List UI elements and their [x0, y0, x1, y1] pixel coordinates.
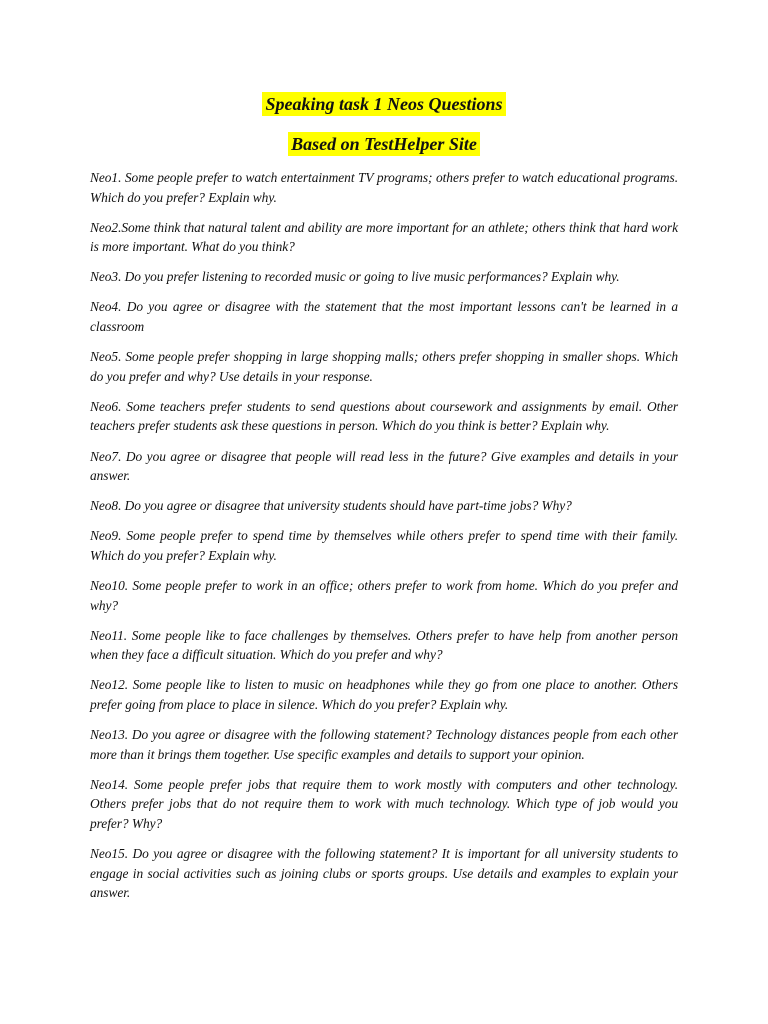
question-item: Neo11. Some people like to face challenges by themselves. Others prefer to have help from another person when they face a difficult situation. Which do you prefer and why?	[90, 627, 678, 663]
subtitle-row	[0, 132, 768, 156]
question-item: Neo10. Some people prefer to work in an office; others prefer to work from home. Which do you prefer and why?	[90, 578, 678, 613]
page-subtitle: Based on TestHelper Site	[288, 132, 480, 156]
question-item: Neo14. Some people prefer jobs that require them to work mostly with computers and other technology. Others prefer jobs that do not require them to work with much technology. Which type of job would you prefer? Why?	[90, 776, 678, 831]
question-item: Neo8. Do you agree or disagree that university students should have part-time jobs? Why?	[90, 498, 572, 514]
title-row	[0, 92, 768, 116]
question-item: Neo15. Do you agree or disagree with the following statement? It is important for all university students to engage in social activities such as joining clubs or sports groups. Use details and examples to explain your answer.	[90, 846, 678, 901]
question-item: Neo3. Do you prefer listening to recorded music or going to live music performances? Explain why.	[90, 269, 620, 285]
question-item: Neo6. Some teachers prefer students to send questions about coursework and assignments by email. Other teachers prefer students ask these questions in person. Which do you think is better? Explain why.	[90, 398, 678, 434]
page-title: Speaking task 1 Neos Questions	[262, 92, 505, 116]
question-item: Neo9. Some people prefer to spend time by themselves while others prefer to spend time with their family. Which do you prefer? Explain why.	[90, 528, 678, 563]
question-item: Neo2.Some think that natural talent and ability are more important for an athlete; others think that hard work is more important. What do you think?	[90, 219, 678, 255]
question-item: Neo13. Do you agree or disagree with the following statement? Technology distances people from each other more than it brings them together. Use specific examples and details to support your opinion.	[90, 727, 678, 762]
question-item: Neo5. Some people prefer shopping in large shopping malls; others prefer shopping in smaller shops. Which do you prefer and why? Use details in your response.	[90, 349, 678, 384]
question-item: Neo7. Do you agree or disagree that people will read less in the future? Give examples and details in your answer.	[90, 448, 678, 484]
question-list	[90, 168, 678, 913]
question-item: Neo1. Some people prefer to watch entertainment TV programs; others prefer to watch educational programs. Which do you prefer? Explain why.	[90, 170, 678, 205]
question-item: Neo4. Do you agree or disagree with the statement that the most important lessons can't be learned in a classroom	[90, 299, 678, 335]
question-item: Neo12. Some people like to listen to music on headphones while they go from one place to another. Others prefer going from place to place in silence. Which do you prefer? Explain why.	[90, 677, 678, 712]
